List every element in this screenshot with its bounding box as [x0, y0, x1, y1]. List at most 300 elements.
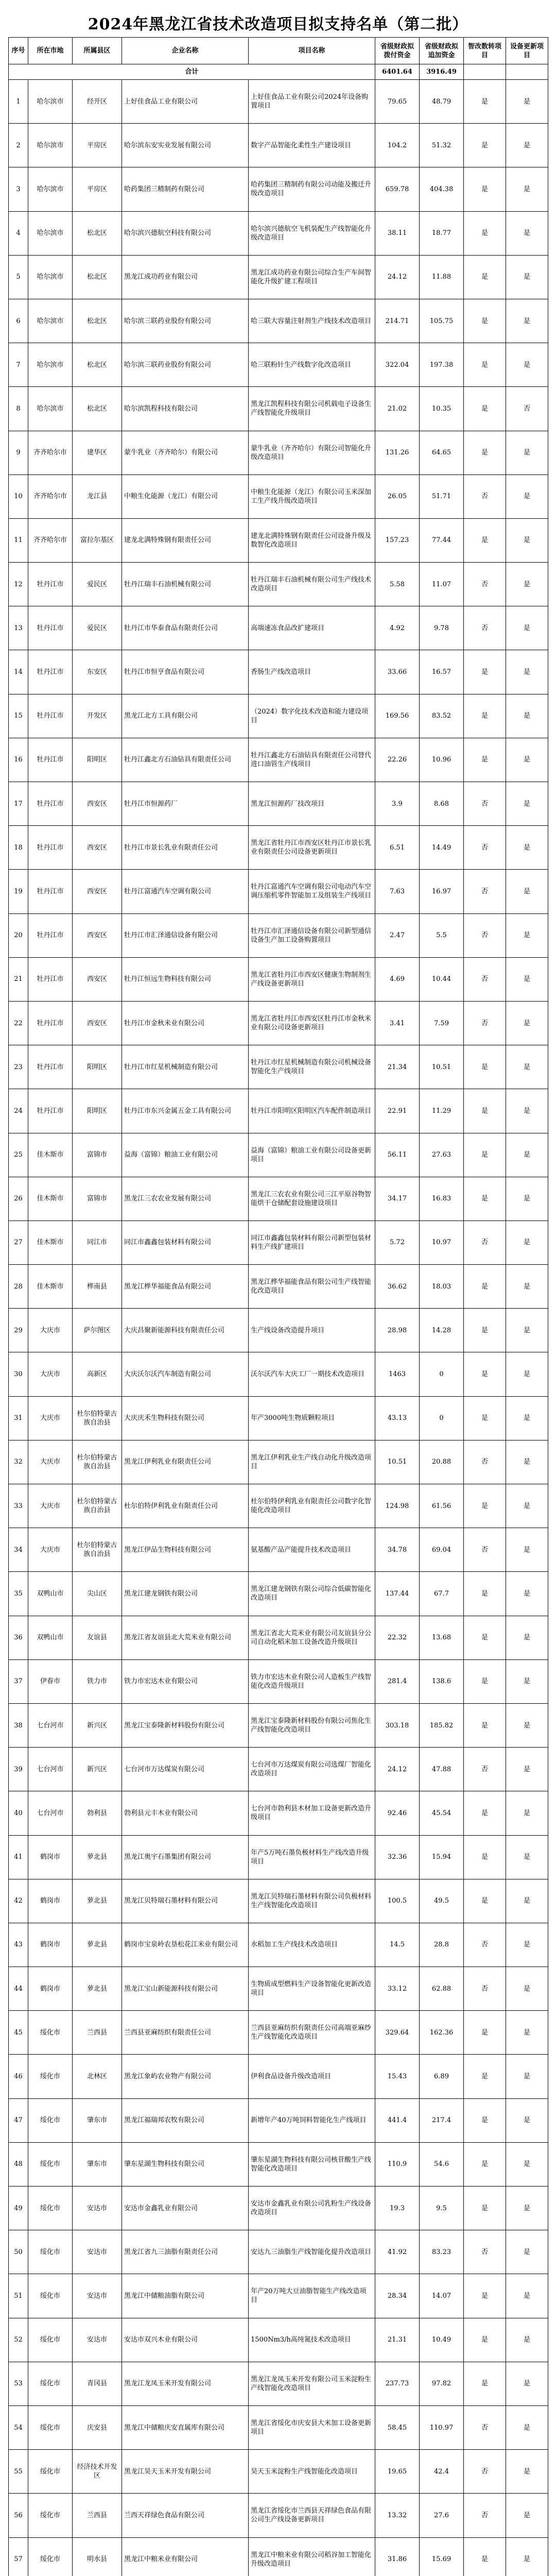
- cell-county: 青冈县: [73, 2362, 122, 2405]
- cell-project: 黑龙江建龙钢铁有限公司综合低碳智能化改造项目: [249, 1572, 375, 1616]
- table-row: [9, 211, 548, 255]
- cell-allot: 26.05: [375, 474, 420, 518]
- table-row: [9, 650, 548, 694]
- cell-company: 哈尔滨东安实业发展有限公司: [122, 124, 249, 167]
- cell-extra: 97.82: [420, 2362, 464, 2405]
- cell-allot: 3.9: [375, 782, 420, 826]
- cell-city: 牡丹江市: [28, 563, 73, 606]
- cell-city: 鹤岗市: [28, 1879, 73, 1923]
- cell-county: 北林区: [73, 2055, 122, 2098]
- cell-index: 49: [9, 2187, 28, 2230]
- cell-allot: 36.62: [375, 1265, 420, 1309]
- cell-extra: 14.07: [420, 2274, 464, 2318]
- cell-city: 哈尔滨市: [28, 211, 73, 255]
- cell-county: 杜尔伯特蒙古族自治县: [73, 1396, 122, 1440]
- cell-allot: 21.34: [375, 1045, 420, 1089]
- cell-extra: 83.23: [420, 2230, 464, 2274]
- cell-allot: 19.3: [375, 2187, 420, 2230]
- cell-company: 七台河市万达煤炭有限公司: [122, 1748, 249, 1791]
- cell-city: 牡丹江市: [28, 1001, 73, 1045]
- cell-extra: 15.69: [420, 2537, 464, 2576]
- cell-extra: 162.36: [420, 2011, 464, 2055]
- cell-allot: 34.78: [375, 1528, 420, 1572]
- cell-equipment: 是: [506, 518, 548, 562]
- cell-allot: 38.11: [375, 211, 420, 255]
- cell-company: 牡丹江市华泰食品有限责任公司: [122, 606, 249, 650]
- cell-county: 庆安县: [73, 2405, 122, 2449]
- cell-company: 黑龙江北方工具有限公司: [122, 694, 249, 738]
- cell-city: 牡丹江市: [28, 738, 73, 782]
- cell-city: 大庆市: [28, 1309, 73, 1352]
- cell-digital: 是: [464, 299, 506, 343]
- cell-equipment: 是: [506, 1396, 548, 1440]
- cell-company: 建龙北满特殊钢有限责任公司: [122, 518, 249, 562]
- cell-city: 哈尔滨市: [28, 80, 73, 124]
- table-row: [9, 1045, 548, 1089]
- cell-county: 平房区: [73, 124, 122, 167]
- cell-county: 萨尔图区: [73, 1309, 122, 1352]
- cell-city: 绥化市: [28, 2142, 73, 2186]
- cell-extra: 8.68: [420, 782, 464, 826]
- cell-extra: 185.82: [420, 1703, 464, 1747]
- table-row: [9, 518, 548, 562]
- cell-extra: 67.7: [420, 1572, 464, 1616]
- cell-project: 黑龙江恒源药厂技改项目: [249, 782, 375, 826]
- table-row: [9, 1572, 548, 1616]
- cell-index: 25: [9, 1133, 28, 1177]
- cell-equipment: 是: [506, 826, 548, 870]
- cell-index: 6: [9, 299, 28, 343]
- cell-index: 16: [9, 738, 28, 782]
- cell-index: 46: [9, 2055, 28, 2098]
- table-row: [9, 1528, 548, 1572]
- cell-project: 黑龙江宝泰隆新材料股份有限公司焦化生产线智能化改造项目: [249, 1703, 375, 1747]
- table-row: [9, 870, 548, 913]
- cell-digital: 否: [464, 2450, 506, 2494]
- cell-digital: 否: [464, 1440, 506, 1484]
- cell-county: 阳明区: [73, 738, 122, 782]
- cell-allot: 4.92: [375, 606, 420, 650]
- cell-equipment: 是: [506, 650, 548, 694]
- cell-county: 松北区: [73, 299, 122, 343]
- cell-county: 经济技术开发区: [73, 2450, 122, 2494]
- cell-equipment: 是: [506, 1528, 548, 1572]
- project-table: [8, 37, 548, 2576]
- cell-company: 中粮生化能源（龙江）有限公司: [122, 474, 249, 518]
- cell-index: 35: [9, 1572, 28, 1616]
- table-row: [9, 1703, 548, 1747]
- cell-company: 上好佳食品工业有限公司: [122, 80, 249, 124]
- cell-extra: 11.07: [420, 563, 464, 606]
- cell-project: 铁力市宏达木业有限公司人造板生产线智能化改造升级项目: [249, 1659, 375, 1703]
- cell-county: 建华区: [73, 431, 122, 474]
- cell-company: 牡丹江市景长乳业有限责任公司: [122, 826, 249, 870]
- cell-city: 牡丹江市: [28, 650, 73, 694]
- cell-company: 牡丹江富通汽车空调有限公司: [122, 870, 249, 913]
- cell-project: 昊天玉米淀粉生产线智能化改造项目: [249, 2450, 375, 2494]
- cell-city: 牡丹江市: [28, 1089, 73, 1133]
- cell-project: 肇东星湖生物科技有限公司核苷酸生产线智能化改造项目: [249, 2142, 375, 2186]
- total-empty-equipment: [506, 64, 548, 80]
- table-row: [9, 1440, 548, 1484]
- cell-city: 牡丹江市: [28, 870, 73, 913]
- cell-equipment: 是: [506, 1572, 548, 1616]
- table-row: [9, 343, 548, 387]
- cell-equipment: 是: [506, 1967, 548, 2011]
- cell-index: 36: [9, 1616, 28, 1659]
- cell-county: 西安区: [73, 913, 122, 957]
- cell-equipment: 是: [506, 2011, 548, 2055]
- cell-digital: 否: [464, 1221, 506, 1264]
- cell-index: 37: [9, 1659, 28, 1703]
- table-row: [9, 1221, 548, 1264]
- table-row: [9, 2537, 548, 2576]
- table-row: [9, 606, 548, 650]
- cell-county: 勃利县: [73, 1791, 122, 1835]
- cell-county: 高新区: [73, 1352, 122, 1396]
- cell-city: 哈尔滨市: [28, 167, 73, 211]
- cell-index: 57: [9, 2537, 28, 2576]
- cell-project: 蒙牛乳业（齐齐哈尔）有限公司智能化升级改造项目: [249, 431, 375, 474]
- cell-county: 爱民区: [73, 606, 122, 650]
- cell-county: 西安区: [73, 826, 122, 870]
- header-county: 所属县区: [73, 38, 122, 64]
- cell-project: 黑龙江省牡丹江市西安区牡丹江市景长乳业有限责任公司设备更新项目: [249, 826, 375, 870]
- table-row: [9, 167, 548, 211]
- cell-equipment: 否: [506, 387, 548, 431]
- cell-digital: 是: [464, 2187, 506, 2230]
- cell-county: 西安区: [73, 870, 122, 913]
- table-row: [9, 2274, 548, 2318]
- table-row: [9, 563, 548, 606]
- cell-digital: 否: [464, 1923, 506, 1967]
- cell-digital: 是: [464, 650, 506, 694]
- cell-extra: 404.38: [420, 167, 464, 211]
- cell-equipment: 是: [506, 1923, 548, 1967]
- cell-company: 哈尔滨凯程科技有限公司: [122, 387, 249, 431]
- cell-index: 33: [9, 1484, 28, 1528]
- cell-index: 44: [9, 1967, 28, 2011]
- cell-project: 年产20万吨大豆油脂智能生产线改造项目: [249, 2274, 375, 2318]
- cell-equipment: 是: [506, 1001, 548, 1045]
- cell-extra: 11.88: [420, 255, 464, 299]
- cell-equipment: 是: [506, 1177, 548, 1221]
- cell-company: 黑龙江宝泰隆新材料股份有限公司: [122, 1703, 249, 1747]
- cell-equipment: 是: [506, 2055, 548, 2098]
- cell-allot: 1463: [375, 1352, 420, 1396]
- cell-equipment: 是: [506, 694, 548, 738]
- cell-county: 富锦市: [73, 1133, 122, 1177]
- document-title: 2024年黑龙江省技术改造项目拟支持名单（第二批）: [88, 15, 468, 33]
- cell-city: 牡丹江市: [28, 782, 73, 826]
- cell-county: 桦南县: [73, 1265, 122, 1309]
- cell-project: 氨基酸产品产能提升技术改造项目: [249, 1528, 375, 1572]
- cell-equipment: 是: [506, 255, 548, 299]
- cell-equipment: 是: [506, 299, 548, 343]
- cell-project: 年产5万吨石墨负极材料生产线改造升级项目: [249, 1835, 375, 1879]
- table-row: [9, 2187, 548, 2230]
- cell-city: 绥化市: [28, 2537, 73, 2576]
- cell-extra: 10.97: [420, 1221, 464, 1264]
- cell-index: 54: [9, 2405, 28, 2449]
- cell-county: 兰西县: [73, 2011, 122, 2055]
- cell-equipment: 是: [506, 1440, 548, 1484]
- cell-project: 兰西县亚麻纺织有限责任公司高端亚麻纱生产线智能化改造项目: [249, 2011, 375, 2055]
- cell-extra: 10.35: [420, 387, 464, 431]
- table-row: [9, 694, 548, 738]
- cell-equipment: 是: [506, 2537, 548, 2576]
- cell-company: 铁力市宏达木业有限公司: [122, 1659, 249, 1703]
- header-city: 所在市地: [28, 38, 73, 64]
- cell-project: 安达市金鑫乳业有限公司乳粉生产线设备改造项目: [249, 2187, 375, 2230]
- cell-equipment: 是: [506, 80, 548, 124]
- cell-equipment: 是: [506, 2450, 548, 2494]
- cell-allot: 13.32: [375, 2494, 420, 2537]
- cell-extra: 54.6: [420, 2142, 464, 2186]
- cell-project: 1500Nm3/h高纯氮技术改造项目: [249, 2318, 375, 2362]
- cell-company: 黑龙江省友谊县北大荒米业有限公司: [122, 1616, 249, 1659]
- cell-company: 安达市金鑫乳业有限公司: [122, 2187, 249, 2230]
- cell-extra: 18.77: [420, 211, 464, 255]
- cell-city: 绥化市: [28, 2318, 73, 2362]
- cell-digital: 是: [464, 255, 506, 299]
- cell-index: 53: [9, 2362, 28, 2405]
- cell-company: 黑龙江伊利乳业有限责任公司: [122, 1440, 249, 1484]
- cell-allot: 56.11: [375, 1133, 420, 1177]
- cell-company: 黑龙江伊品生物科技有限公司: [122, 1528, 249, 1572]
- cell-digital: 否: [464, 957, 506, 1001]
- cell-company: 哈尔滨三联药业股份有限公司: [122, 343, 249, 387]
- cell-extra: 51.71: [420, 474, 464, 518]
- header-company: 企业名称: [122, 38, 249, 64]
- cell-company: 大庆昌聚新能源科技有限责任公司: [122, 1309, 249, 1352]
- cell-equipment: 是: [506, 1352, 548, 1396]
- cell-company: 哈尔滨三联药业股份有限公司: [122, 299, 249, 343]
- cell-extra: 13.68: [420, 1616, 464, 1659]
- cell-digital: 是: [464, 738, 506, 782]
- cell-project: 七台河市万达煤炭有限公司选煤厂智能化改造项目: [249, 1748, 375, 1791]
- table-row: [9, 2450, 548, 2494]
- cell-city: 牡丹江市: [28, 913, 73, 957]
- cell-equipment: 是: [506, 211, 548, 255]
- cell-allot: 10.51: [375, 1440, 420, 1484]
- cell-digital: 是: [464, 80, 506, 124]
- cell-index: 4: [9, 211, 28, 255]
- cell-index: 30: [9, 1352, 28, 1396]
- cell-company: 牡丹江鑫北方石油钻具有限责任公司: [122, 738, 249, 782]
- cell-extra: 217.4: [420, 2098, 464, 2142]
- cell-company: 牡丹江市东兴金属五金工具有限公司: [122, 1089, 249, 1133]
- cell-equipment: 是: [506, 1616, 548, 1659]
- table-row: [9, 1616, 548, 1659]
- table-row: [9, 826, 548, 870]
- table-row: [9, 387, 548, 431]
- cell-digital: 是: [464, 387, 506, 431]
- cell-county: 爱民区: [73, 563, 122, 606]
- cell-company: 杜尔伯特伊利乳业有限责任公司: [122, 1484, 249, 1528]
- cell-project: 安达九三油脂生产线智能化提升改造项目: [249, 2230, 375, 2274]
- cell-equipment: 是: [506, 2230, 548, 2274]
- cell-index: 14: [9, 650, 28, 694]
- cell-index: 34: [9, 1528, 28, 1572]
- cell-index: 47: [9, 2098, 28, 2142]
- cell-allot: 21.02: [375, 387, 420, 431]
- header-extra-funds: 省级财政拟追加资金: [420, 38, 464, 64]
- cell-digital: 是: [464, 1791, 506, 1835]
- cell-project: 哈药集团三精制药有限公司动能及搬迁升级改造项目: [249, 167, 375, 211]
- table-row: [9, 255, 548, 299]
- cell-county: 阳明区: [73, 1045, 122, 1089]
- cell-allot: 6.51: [375, 826, 420, 870]
- cell-company: 黑龙江三农农业发展有限公司: [122, 1177, 249, 1221]
- table-row: [9, 1923, 548, 1967]
- cell-company: 兰西县亚麻纺织有限责任公司: [122, 2011, 249, 2055]
- cell-digital: 否: [464, 782, 506, 826]
- cell-index: 56: [9, 2494, 28, 2537]
- cell-digital: 是: [464, 211, 506, 255]
- cell-allot: 281.4: [375, 1659, 420, 1703]
- cell-city: 佳木斯市: [28, 1133, 73, 1177]
- cell-equipment: 是: [506, 606, 548, 650]
- cell-city: 牡丹江市: [28, 826, 73, 870]
- cell-county: 富拉尔基区: [73, 518, 122, 562]
- table-row: [9, 1309, 548, 1352]
- cell-extra: 42.4: [420, 2450, 464, 2494]
- cell-city: 哈尔滨市: [28, 299, 73, 343]
- cell-equipment: 是: [506, 167, 548, 211]
- cell-equipment: 是: [506, 1133, 548, 1177]
- cell-city: 双鸭山市: [28, 1572, 73, 1616]
- cell-county: 新兴区: [73, 1703, 122, 1747]
- cell-index: 2: [9, 124, 28, 167]
- cell-city: 大庆市: [28, 1528, 73, 1572]
- cell-allot: 24.12: [375, 1748, 420, 1791]
- cell-company: 黑龙江中粮米业有限公司: [122, 2537, 249, 2576]
- cell-digital: 否: [464, 606, 506, 650]
- cell-project: 水稻加工生产线技术改造项目: [249, 1923, 375, 1967]
- cell-digital: 是: [464, 1396, 506, 1440]
- cell-index: 48: [9, 2142, 28, 2186]
- table-row: [9, 1133, 548, 1177]
- cell-index: 3: [9, 167, 28, 211]
- cell-city: 绥化市: [28, 2274, 73, 2318]
- cell-project: 牡丹江市红星机械制造有限公司机械设备智能化生产线项目: [249, 1045, 375, 1089]
- cell-company: 同江市鑫鑫包装材料有限公司: [122, 1221, 249, 1264]
- cell-extra: 6.89: [420, 2055, 464, 2098]
- cell-extra: 197.38: [420, 343, 464, 387]
- cell-city: 齐齐哈尔市: [28, 431, 73, 474]
- cell-project: 黑龙江三农农业有限公司三江平原谷物智能烘干仓储配套设施建设项目: [249, 1177, 375, 1221]
- cell-project: 香肠生产线改造项目: [249, 650, 375, 694]
- cell-extra: 20.88: [420, 1440, 464, 1484]
- cell-allot: 22.91: [375, 1089, 420, 1133]
- cell-project: 上好佳食品工业有限公司2024年设备购置项目: [249, 80, 375, 124]
- table-row: [9, 1089, 548, 1133]
- cell-equipment: 是: [506, 2142, 548, 2186]
- cell-extra: 105.75: [420, 299, 464, 343]
- cell-county: 同江市: [73, 1221, 122, 1264]
- cell-index: 24: [9, 1089, 28, 1133]
- cell-digital: 是: [464, 2098, 506, 2142]
- cell-county: 安达市: [73, 2318, 122, 2362]
- cell-county: 西安区: [73, 1001, 122, 1045]
- cell-allot: 79.65: [375, 80, 420, 124]
- cell-extra: 9.78: [420, 606, 464, 650]
- cell-allot: 137.44: [375, 1572, 420, 1616]
- cell-project: 牡丹江市阳明区阳明区汽车配件制造项目: [249, 1089, 375, 1133]
- table-row: [9, 913, 548, 957]
- cell-county: 安达市: [73, 2187, 122, 2230]
- cell-equipment: 是: [506, 1309, 548, 1352]
- cell-project: 哈三联粉针生产线数字化改造项目: [249, 343, 375, 387]
- cell-digital: 是: [464, 1265, 506, 1309]
- cell-equipment: 是: [506, 1835, 548, 1879]
- cell-extra: 45.54: [420, 1791, 464, 1835]
- cell-project: 中粮生化能源（龙江）有限公司玉米深加工生产线升级改造项目: [249, 474, 375, 518]
- cell-project: 沃尔沃汽车大庆工厂一期技术改造项目: [249, 1352, 375, 1396]
- cell-digital: 否: [464, 1528, 506, 1572]
- table-row: [9, 2405, 548, 2449]
- cell-company: 黑龙江贝特瑞石墨材料有限公司: [122, 1879, 249, 1923]
- cell-extra: 61.56: [420, 1484, 464, 1528]
- cell-project: 黑龙江省牡丹江市西安区牡丹江市金秋米业有限公司设备更新项目: [249, 1001, 375, 1045]
- cell-city: 佳木斯市: [28, 1221, 73, 1264]
- cell-extra: 15.94: [420, 1835, 464, 1879]
- cell-county: 松北区: [73, 211, 122, 255]
- cell-allot: 124.98: [375, 1484, 420, 1528]
- cell-equipment: 是: [506, 738, 548, 782]
- total-row: [9, 64, 548, 80]
- cell-city: 鹤岗市: [28, 1835, 73, 1879]
- cell-company: 黑龙江建龙钢铁有限公司: [122, 1572, 249, 1616]
- table-row: [9, 1659, 548, 1703]
- cell-project: 牡丹江瑞丰石油机械有限公司生产线技术改造项目: [249, 563, 375, 606]
- cell-index: 39: [9, 1748, 28, 1791]
- cell-county: 肇东市: [73, 2098, 122, 2142]
- cell-city: 绥化市: [28, 2011, 73, 2055]
- cell-index: 10: [9, 474, 28, 518]
- cell-index: 55: [9, 2450, 28, 2494]
- cell-allot: 22.26: [375, 738, 420, 782]
- cell-company: 黑龙江宝山新能源科技有限公司: [122, 1967, 249, 2011]
- table-row: [9, 957, 548, 1001]
- table-row: [9, 1484, 548, 1528]
- cell-project: 黑龙江龙凤玉米开发有限公司玉米淀粉生产线智能化改造项目: [249, 2362, 375, 2405]
- cell-allot: 659.78: [375, 167, 420, 211]
- cell-allot: 110.9: [375, 2142, 420, 2186]
- cell-index: 15: [9, 694, 28, 738]
- cell-project: 牡丹江鑫北方石油钻具有限责任公司替代进口油管生产线项目: [249, 738, 375, 782]
- cell-equipment: 是: [506, 2098, 548, 2142]
- cell-index: 52: [9, 2318, 28, 2362]
- cell-digital: 是: [464, 1089, 506, 1133]
- cell-digital: 否: [464, 1748, 506, 1791]
- cell-index: 31: [9, 1396, 28, 1440]
- cell-index: 5: [9, 255, 28, 299]
- cell-project: 黑龙江省牡丹江市西安区健康生物制剂生产线设备更新项目: [249, 957, 375, 1001]
- table-row: [9, 124, 548, 167]
- cell-city: 七台河市: [28, 1748, 73, 1791]
- cell-equipment: 是: [506, 1879, 548, 1923]
- cell-company: 兰西天祥绿色食品有限公司: [122, 2494, 249, 2537]
- cell-extra: 47.88: [420, 1748, 464, 1791]
- cell-city: 大庆市: [28, 1440, 73, 1484]
- cell-digital: 否: [464, 913, 506, 957]
- cell-digital: 是: [464, 1879, 506, 1923]
- cell-equipment: 是: [506, 1748, 548, 1791]
- cell-county: 杜尔伯特蒙古族自治县: [73, 1484, 122, 1528]
- cell-county: 兰西县: [73, 2494, 122, 2537]
